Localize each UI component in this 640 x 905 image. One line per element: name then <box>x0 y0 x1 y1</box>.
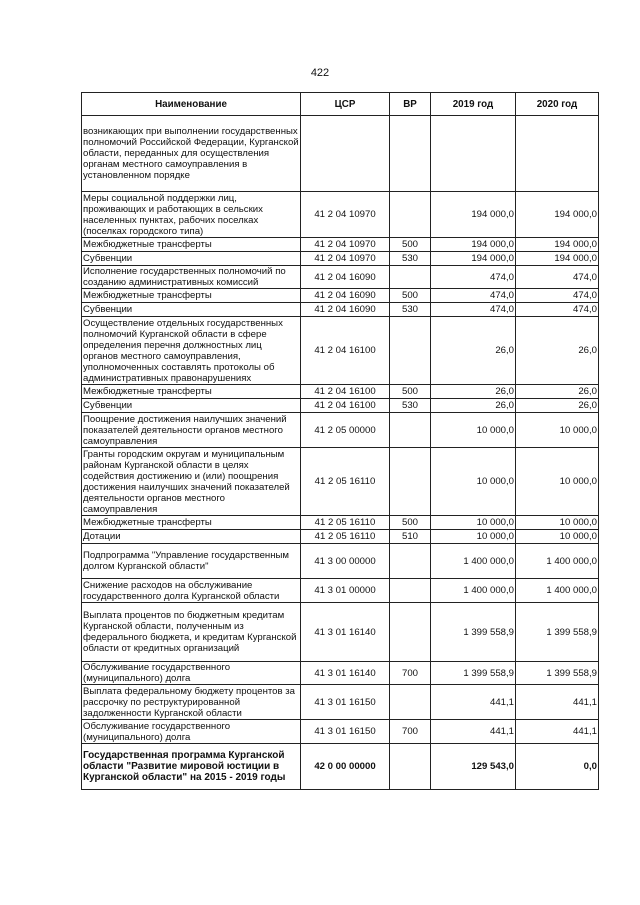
cell-y2019: 474,0 <box>431 303 516 317</box>
cell-y2019: 26,0 <box>431 399 516 413</box>
cell-name: Гранты городским округам и муниципальным районам Курганской области в целях содействия достижению и (или) поощрения достижения наилучших значений показателей деятельности органов местного самоуправления <box>82 448 301 516</box>
cell-y2020: 10 000,0 <box>516 516 599 530</box>
table-row <box>82 544 599 579</box>
cell-vr <box>390 603 431 662</box>
cell-name: Субвенции <box>82 399 301 413</box>
cell-vr: 500 <box>390 238 431 252</box>
cell-csr: 41 2 04 10970 <box>301 238 390 252</box>
table-row <box>82 662 599 685</box>
cell-csr: 41 2 05 16110 <box>301 516 390 530</box>
cell-vr: 500 <box>390 289 431 303</box>
cell-y2020: 26,0 <box>516 399 599 413</box>
cell-csr: 41 3 01 16140 <box>301 662 390 685</box>
cell-csr: 42 0 00 00000 <box>301 744 390 790</box>
cell-y2020: 1 400 000,0 <box>516 579 599 603</box>
cell-y2020: 0,0 <box>516 744 599 790</box>
cell-y2020: 10 000,0 <box>516 413 599 448</box>
cell-y2019: 194 000,0 <box>431 238 516 252</box>
cell-y2020: 474,0 <box>516 303 599 317</box>
cell-name: Субвенции <box>82 303 301 317</box>
cell-y2020: 194 000,0 <box>516 252 599 266</box>
cell-name: Межбюджетные трансферты <box>82 238 301 252</box>
cell-vr <box>390 317 431 385</box>
cell-csr: 41 3 01 16150 <box>301 685 390 720</box>
cell-csr: 41 2 04 16100 <box>301 385 390 399</box>
table-row <box>82 530 599 544</box>
cell-y2019: 10 000,0 <box>431 530 516 544</box>
cell-y2019: 10 000,0 <box>431 448 516 516</box>
cell-name: Межбюджетные трансферты <box>82 289 301 303</box>
table-row <box>82 720 599 744</box>
table-header-row <box>82 93 599 116</box>
cell-name: Межбюджетные трансферты <box>82 516 301 530</box>
cell-vr <box>390 448 431 516</box>
cell-csr: 41 2 05 16110 <box>301 530 390 544</box>
header-vr: ВР <box>390 93 431 116</box>
table-row <box>82 266 599 289</box>
cell-vr <box>390 266 431 289</box>
table-row <box>82 448 599 516</box>
cell-y2019: 441,1 <box>431 685 516 720</box>
cell-name: возникающих при выполнении государственных полномочий Российской Федерации, Курганской области, переданных для осуществления органам местного самоуправления в установленном порядке <box>82 116 301 192</box>
cell-y2019: 474,0 <box>431 266 516 289</box>
cell-csr: 41 3 01 16140 <box>301 603 390 662</box>
header-2020: 2020 год <box>516 93 599 116</box>
cell-vr <box>390 544 431 579</box>
cell-y2019: 474,0 <box>431 289 516 303</box>
cell-y2019: 1 400 000,0 <box>431 579 516 603</box>
cell-csr: 41 3 01 00000 <box>301 579 390 603</box>
cell-y2019: 10 000,0 <box>431 413 516 448</box>
table-row <box>82 685 599 720</box>
table-row <box>82 516 599 530</box>
cell-csr: 41 2 05 00000 <box>301 413 390 448</box>
cell-y2019: 1 400 000,0 <box>431 544 516 579</box>
cell-name: Государственная программа Курганской области "Развитие мировой юстиции в Курганской области" на 2015 - 2019 годы <box>82 744 301 790</box>
table-row <box>82 579 599 603</box>
table-row <box>82 385 599 399</box>
cell-csr: 41 2 04 16100 <box>301 317 390 385</box>
cell-vr <box>390 116 431 192</box>
cell-vr: 530 <box>390 303 431 317</box>
cell-csr: 41 2 04 16090 <box>301 289 390 303</box>
cell-y2020: 1 399 558,9 <box>516 662 599 685</box>
cell-name: Исполнение государственных полномочий по созданию административных комиссий <box>82 266 301 289</box>
cell-csr: 41 2 04 10970 <box>301 252 390 266</box>
page-number: 422 <box>310 67 330 79</box>
table-row <box>82 303 599 317</box>
cell-csr: 41 2 04 16090 <box>301 303 390 317</box>
cell-name: Подпрограмма "Управление государственным долгом Курганской области" <box>82 544 301 579</box>
cell-vr: 500 <box>390 385 431 399</box>
cell-y2019: 194 000,0 <box>431 192 516 238</box>
table-row <box>82 192 599 238</box>
cell-csr: 41 2 04 10970 <box>301 192 390 238</box>
cell-csr: 41 3 01 16150 <box>301 720 390 744</box>
cell-vr: 500 <box>390 516 431 530</box>
cell-vr <box>390 744 431 790</box>
cell-name: Снижение расходов на обслуживание государственного долга Курганской области <box>82 579 301 603</box>
cell-name: Межбюджетные трансферты <box>82 385 301 399</box>
table-row <box>82 317 599 385</box>
cell-vr: 700 <box>390 720 431 744</box>
cell-csr <box>301 116 390 192</box>
header-2019: 2019 год <box>431 93 516 116</box>
cell-csr: 41 2 05 16110 <box>301 448 390 516</box>
table-row <box>82 238 599 252</box>
cell-vr <box>390 192 431 238</box>
cell-y2020: 10 000,0 <box>516 448 599 516</box>
cell-y2020: 26,0 <box>516 385 599 399</box>
cell-y2019: 194 000,0 <box>431 252 516 266</box>
cell-y2020: 1 399 558,9 <box>516 603 599 662</box>
table-row <box>82 252 599 266</box>
cell-y2020: 194 000,0 <box>516 192 599 238</box>
table-row <box>82 399 599 413</box>
table-row <box>82 744 599 790</box>
cell-vr: 530 <box>390 252 431 266</box>
cell-y2020: 10 000,0 <box>516 530 599 544</box>
cell-name: Обслуживание государственного (муниципального) долга <box>82 662 301 685</box>
cell-vr <box>390 685 431 720</box>
cell-y2020 <box>516 116 599 192</box>
cell-csr: 41 2 04 16090 <box>301 266 390 289</box>
cell-vr <box>390 413 431 448</box>
table-row <box>82 603 599 662</box>
cell-name: Дотации <box>82 530 301 544</box>
cell-y2020: 26,0 <box>516 317 599 385</box>
cell-y2020: 1 400 000,0 <box>516 544 599 579</box>
budget-table <box>81 92 599 790</box>
cell-name: Выплата федеральному бюджету процентов за рассрочку по реструктурированной задолженности Курганской области <box>82 685 301 720</box>
cell-name: Выплата процентов по бюджетным кредитам Курганской области, полученным из федерального бюджета, и кредитам Курганской области от кредитных организаций <box>82 603 301 662</box>
cell-y2019: 26,0 <box>431 385 516 399</box>
cell-y2020: 441,1 <box>516 685 599 720</box>
cell-name: Меры социальной поддержки лиц, проживающих и работающих в сельских населенных пунктах, рабочих поселках (поселках городского типа) <box>82 192 301 238</box>
cell-y2020: 441,1 <box>516 720 599 744</box>
cell-y2020: 474,0 <box>516 266 599 289</box>
cell-y2019: 129 543,0 <box>431 744 516 790</box>
cell-vr: 530 <box>390 399 431 413</box>
cell-name: Осуществление отдельных государственных полномочий Курганской области в сфере определения перечня должностных лиц органов местного самоуправления, уполномоченных составлять протоколы об административных правонарушениях <box>82 317 301 385</box>
table-body <box>82 116 599 790</box>
cell-name: Субвенции <box>82 252 301 266</box>
cell-y2020: 474,0 <box>516 289 599 303</box>
cell-y2019: 1 399 558,9 <box>431 603 516 662</box>
cell-vr: 700 <box>390 662 431 685</box>
cell-name: Обслуживание государственного (муниципального) долга <box>82 720 301 744</box>
cell-csr: 41 2 04 16100 <box>301 399 390 413</box>
cell-csr: 41 3 00 00000 <box>301 544 390 579</box>
cell-vr: 510 <box>390 530 431 544</box>
table-row <box>82 116 599 192</box>
cell-y2020: 194 000,0 <box>516 238 599 252</box>
cell-y2019: 441,1 <box>431 720 516 744</box>
header-name: Наименование <box>82 93 301 116</box>
cell-y2019: 10 000,0 <box>431 516 516 530</box>
cell-vr <box>390 579 431 603</box>
table-row <box>82 413 599 448</box>
cell-y2019: 26,0 <box>431 317 516 385</box>
table-row <box>82 289 599 303</box>
cell-y2019 <box>431 116 516 192</box>
cell-name: Поощрение достижения наилучших значений показателей деятельности органов местного самоуправления <box>82 413 301 448</box>
cell-y2019: 1 399 558,9 <box>431 662 516 685</box>
header-csr: ЦСР <box>301 93 390 116</box>
